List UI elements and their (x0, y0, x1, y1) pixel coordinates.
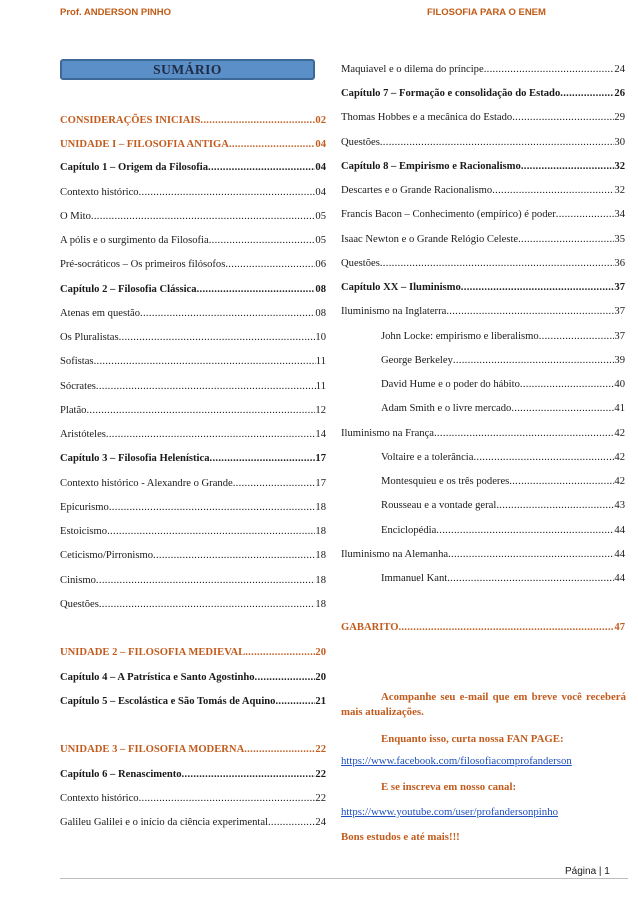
toc-entry-title: John Locke: empirismo e liberalismo (381, 331, 539, 342)
toc-leader-dots (275, 695, 315, 708)
toc-entry-page: 12 (315, 405, 326, 416)
toc-entry-title: Montesquieu e os três poderes (381, 476, 510, 487)
toc-leader-dots (244, 743, 315, 756)
toc-entry-page: 37 (614, 331, 625, 342)
toc-leader-dots (434, 427, 614, 440)
header-title: FILOSOFIA PARA O ENEM (427, 7, 546, 18)
toc-entry-page: 18 (315, 575, 326, 586)
toc-entry-page: 06 (315, 259, 326, 270)
toc-entry-page: 05 (315, 235, 326, 246)
toc-entry-title: Ceticismo/Pirronismo (60, 550, 153, 561)
toc-leader-dots (380, 136, 615, 149)
toc-entry[interactable] (341, 621, 625, 634)
toc-entry-page: 22 (315, 744, 326, 755)
update-message: Acompanhe seu e-mail que em breve você receberá mais atualizações. (341, 691, 626, 718)
toc-entry-page: 10 (315, 332, 326, 343)
toc-entry-title: Platão (60, 405, 87, 416)
toc-entry[interactable] (60, 646, 326, 659)
youtube-link[interactable]: https://www.youtube.com/user/profandersonpinho (341, 806, 559, 818)
toc-leader-dots (139, 186, 316, 199)
toc-entry-title: GABARITO (341, 622, 399, 633)
toc-entry-page: 11 (315, 356, 326, 367)
toc-entry-page: 35 (614, 234, 625, 245)
toc-entry-page: 47 (614, 622, 625, 633)
toc-entry[interactable] (60, 355, 326, 368)
toc-entry-title: Voltaire e a tolerância (381, 452, 474, 463)
toc-entry-page: 43 (614, 500, 625, 511)
toc-entry-page: 44 (614, 549, 625, 560)
toc-entry-title: Rousseau e a vontade geral (381, 500, 497, 511)
toc-entry[interactable] (60, 477, 326, 490)
toc-leader-dots (229, 138, 315, 151)
toc-entry-page: 18 (315, 550, 326, 561)
toc-entry-title: Os Pluralistas (60, 332, 119, 343)
toc-leader-dots (225, 258, 315, 271)
toc-leader-dots (496, 499, 614, 512)
toc-entry-title: Iluminismo na Inglaterra (341, 306, 447, 317)
toc-entry-page: 22 (315, 793, 326, 804)
toc-entry[interactable] (60, 768, 326, 781)
toc-entry-page: 32 (614, 185, 625, 196)
facebook-link[interactable]: https://www.facebook.com/filosofiacomprofanderson (341, 755, 572, 767)
toc-entry-title: Estoicismo (60, 526, 108, 537)
toc-leader-dots (453, 354, 615, 367)
toc-entry[interactable] (60, 283, 326, 296)
toc-leader-dots (139, 792, 316, 805)
toc-entry-page: 32 (614, 161, 625, 172)
toc-entry[interactable] (60, 549, 326, 562)
toc-entry-page: 30 (614, 137, 625, 148)
toc-entry[interactable] (341, 475, 625, 488)
toc-leader-dots (94, 355, 316, 368)
toc-entry-page: 04 (315, 162, 326, 173)
toc-entry-title: Contexto histórico (60, 793, 139, 804)
toc-entry[interactable] (60, 380, 326, 393)
toc-entry-title: Questões (341, 137, 380, 148)
toc-leader-dots (556, 208, 615, 221)
toc-entry[interactable] (60, 114, 326, 127)
toc-entry-page: 24 (315, 817, 326, 828)
toc-entry[interactable] (60, 186, 326, 199)
toc-entry-title: Maquiavel e o dilema do príncipe (341, 64, 484, 75)
toc-entry[interactable] (341, 451, 625, 464)
toc-leader-dots (518, 233, 614, 246)
toc-leader-dots (436, 524, 614, 537)
toc-entry-title: Contexto histórico - Alexandre o Grande (60, 478, 233, 489)
toc-entry-title: Sócrates (60, 381, 96, 392)
toc-entry-title: Iluminismo na França (341, 428, 434, 439)
toc-entry[interactable] (60, 743, 326, 756)
toc-entry-page: 05 (315, 211, 326, 222)
toc-entry-title: Aristóteles (60, 429, 106, 440)
toc-entry[interactable] (60, 792, 326, 805)
toc-entry-title: Capítulo 5 – Escolástica e São Tomás de Aquino (60, 696, 276, 707)
toc-entry-page: 26 (614, 88, 625, 99)
toc-entry-title: Capítulo 4 – A Patrística e Santo Agostinho (60, 672, 255, 683)
toc-entry[interactable] (60, 574, 326, 587)
toc-entry-page: 40 (614, 379, 625, 390)
toc-entry[interactable] (341, 87, 625, 100)
toc-leader-dots (106, 428, 316, 441)
toc-leader-dots (484, 63, 615, 76)
toc-entry-title: Isaac Newton e o Grande Relógio Celeste (341, 234, 519, 245)
toc-entry[interactable] (341, 499, 625, 512)
toc-entry-page: 44 (614, 573, 625, 584)
toc-entry-title: Thomas Hobbes e a mecânica do Estado (341, 112, 513, 123)
toc-entry-title: Immanuel Kant (381, 573, 448, 584)
toc-leader-dots (91, 210, 316, 223)
toc-entry-title: Atenas em questão (60, 308, 141, 319)
toc-leader-dots (511, 402, 614, 415)
toc-entry-title: David Hume e o poder do hábito (381, 379, 520, 390)
toc-entry[interactable] (60, 258, 326, 271)
toc-leader-dots (255, 671, 316, 684)
toc-entry[interactable] (341, 233, 625, 246)
toc-entry-page: 44 (614, 525, 625, 536)
toc-entry[interactable] (60, 501, 326, 514)
toc-leader-dots (140, 307, 315, 320)
footer-divider (60, 878, 628, 879)
toc-entry-title: Capítulo 7 – Formação e consolidação do Estado (341, 88, 561, 99)
toc-entry[interactable] (341, 427, 625, 440)
toc-entry-title: Cinismo (60, 575, 96, 586)
toc-entry[interactable] (341, 257, 625, 270)
toc-entry-page: 18 (315, 599, 326, 610)
toc-leader-dots (96, 574, 315, 587)
toc-entry[interactable] (341, 111, 625, 124)
toc-entry-title: Capítulo 6 – Renascimento (60, 769, 182, 780)
toc-leader-dots (268, 816, 315, 829)
toc-entry[interactable] (341, 402, 625, 415)
toc-entry[interactable] (60, 307, 326, 320)
toc-entry[interactable] (60, 428, 326, 441)
fan-page-message: Enquanto isso, curta nossa FAN PAGE: (381, 733, 564, 745)
toc-entry-page: 14 (315, 429, 326, 440)
toc-entry-page: 20 (315, 672, 326, 683)
toc-entry-title: CONSIDERAÇÕES INICIAIS (60, 115, 201, 126)
toc-leader-dots (539, 330, 615, 343)
toc-entry-page: 18 (315, 502, 326, 513)
toc-leader-dots (153, 549, 315, 562)
toc-leader-dots (96, 380, 316, 393)
toc-entry-page: 22 (315, 769, 326, 780)
toc-entry[interactable] (341, 281, 625, 294)
toc-entry-title: Francis Bacon – Conhecimento (empírico) é poder (341, 209, 556, 220)
toc-entry[interactable] (341, 305, 625, 318)
toc-entry[interactable] (341, 184, 625, 197)
toc-entry[interactable] (341, 208, 625, 221)
toc-entry-page: 42 (614, 452, 625, 463)
toc-leader-dots (399, 621, 615, 634)
toc-entry-title: UNIDADE 2 – FILOSOFIA MEDIEVAL (60, 647, 246, 658)
toc-entry-page: 20 (315, 647, 326, 658)
toc-entry-page: 08 (315, 308, 326, 319)
toc-entry-title: Questões (341, 258, 380, 269)
toc-leader-dots (492, 184, 614, 197)
toc-leader-dots (448, 548, 614, 561)
toc-entry-page: 08 (315, 284, 326, 295)
toc-entry[interactable] (341, 63, 625, 76)
toc-entry-page: 37 (614, 282, 625, 293)
toc-leader-dots (512, 111, 614, 124)
toc-leader-dots (107, 525, 315, 538)
toc-entry-title: Epicurismo (60, 502, 109, 513)
toc-entry-title: Capítulo 8 – Empirismo e Racionalismo (341, 161, 521, 172)
toc-entry[interactable] (341, 330, 625, 343)
toc-entry-page: 17 (315, 478, 326, 489)
toc-leader-dots (233, 477, 316, 490)
toc-entry-page: 41 (614, 403, 625, 414)
closing-message: Bons estudos e até mais!!! (341, 831, 460, 843)
toc-entry-title: Sofistas (60, 356, 94, 367)
toc-leader-dots (520, 378, 615, 391)
toc-leader-dots (245, 646, 315, 659)
toc-leader-dots (208, 161, 315, 174)
toc-entry[interactable] (60, 331, 326, 344)
toc-leader-dots (109, 501, 316, 514)
toc-leader-dots (447, 572, 614, 585)
toc-entry[interactable] (60, 598, 326, 611)
summary-title: SUMÁRIO (60, 59, 315, 80)
toc-entry[interactable] (60, 695, 326, 708)
toc-leader-dots (461, 281, 615, 294)
toc-entry-page: 24 (614, 64, 625, 75)
toc-leader-dots (560, 87, 614, 100)
toc-entry-page: 42 (614, 476, 625, 487)
toc-entry-title: Pré-socráticos – Os primeiros filósofos (60, 259, 226, 270)
toc-leader-dots (446, 305, 614, 318)
toc-entry-title: Iluminismo na Alemanha (341, 549, 449, 560)
toc-entry-page: 37 (614, 306, 625, 317)
toc-entry[interactable] (341, 572, 625, 585)
toc-leader-dots (182, 768, 316, 781)
channel-message: E se inscreva em nosso canal: (381, 781, 517, 793)
toc-entry[interactable] (341, 136, 625, 149)
toc-entry-page: 39 (614, 355, 625, 366)
toc-entry[interactable] (60, 452, 326, 465)
toc-entry[interactable] (60, 161, 326, 174)
toc-entry-page: 29 (614, 112, 625, 123)
toc-entry-title: Capítulo 1 – Origem da Filosofia (60, 162, 209, 173)
toc-leader-dots (509, 475, 614, 488)
toc-entry-title: Enciclopédia (381, 525, 437, 536)
toc-entry-page: 34 (614, 209, 625, 220)
toc-entry-page: 36 (614, 258, 625, 269)
page-number: Página | 1 (565, 866, 610, 877)
toc-entry-title: UNIDADE 3 – FILOSOFIA MODERNA (60, 744, 245, 755)
toc-entry[interactable] (60, 404, 326, 417)
toc-leader-dots (209, 234, 316, 247)
toc-entry-title: Capítulo 2 – Filosofia Clássica (60, 284, 197, 295)
toc-entry[interactable] (341, 524, 625, 537)
header-author: Prof. ANDERSON PINHO (60, 7, 172, 18)
toc-entry[interactable] (60, 234, 326, 247)
toc-entry-page: 04 (315, 187, 326, 198)
toc-entry-title: Capítulo 3 – Filosofia Helenística (60, 453, 210, 464)
toc-entry-page: 42 (614, 428, 625, 439)
toc-leader-dots (119, 331, 316, 344)
toc-entry-title: Adam Smith e o livre mercado (381, 403, 512, 414)
toc-entry[interactable] (60, 671, 326, 684)
toc-leader-dots (521, 160, 615, 173)
toc-entry-page: 11 (315, 381, 326, 392)
toc-entry[interactable] (60, 138, 326, 151)
toc-leader-dots (200, 114, 315, 127)
toc-leader-dots (473, 451, 614, 464)
toc-entry-title: George Berkeley (381, 355, 453, 366)
toc-entry-title: UNIDADE I – FILOSOFIA ANTIGA (60, 139, 229, 150)
toc-entry[interactable] (60, 210, 326, 223)
toc-entry-title: O Mito (60, 211, 91, 222)
toc-entry-title: Contexto histórico (60, 187, 139, 198)
toc-entry-title: Galileu Galilei e o início da ciência experimental (60, 817, 268, 828)
toc-entry[interactable] (60, 525, 326, 538)
toc-entry-page: 21 (315, 696, 326, 707)
toc-entry-page: 02 (315, 115, 326, 126)
toc-entry[interactable] (341, 548, 625, 561)
toc-leader-dots (210, 452, 316, 465)
toc-entry-page: 17 (315, 453, 326, 464)
toc-entry[interactable] (341, 378, 625, 391)
toc-entry-title: Questões (60, 599, 99, 610)
toc-entry[interactable] (341, 160, 625, 173)
toc-entry[interactable] (341, 354, 625, 367)
toc-entry-title: A pólis e o surgimento da Filosofia (60, 235, 209, 246)
toc-leader-dots (380, 257, 615, 270)
toc-entry[interactable] (60, 816, 326, 829)
toc-entry-title: Capítulo XX – Iluminismo (341, 282, 461, 293)
toc-entry-page: 04 (315, 139, 326, 150)
toc-leader-dots (99, 598, 316, 611)
toc-entry-title: Descartes e o Grande Racionalismo (341, 185, 493, 196)
toc-leader-dots (86, 404, 315, 417)
toc-leader-dots (197, 283, 316, 296)
toc-entry-page: 18 (315, 526, 326, 537)
